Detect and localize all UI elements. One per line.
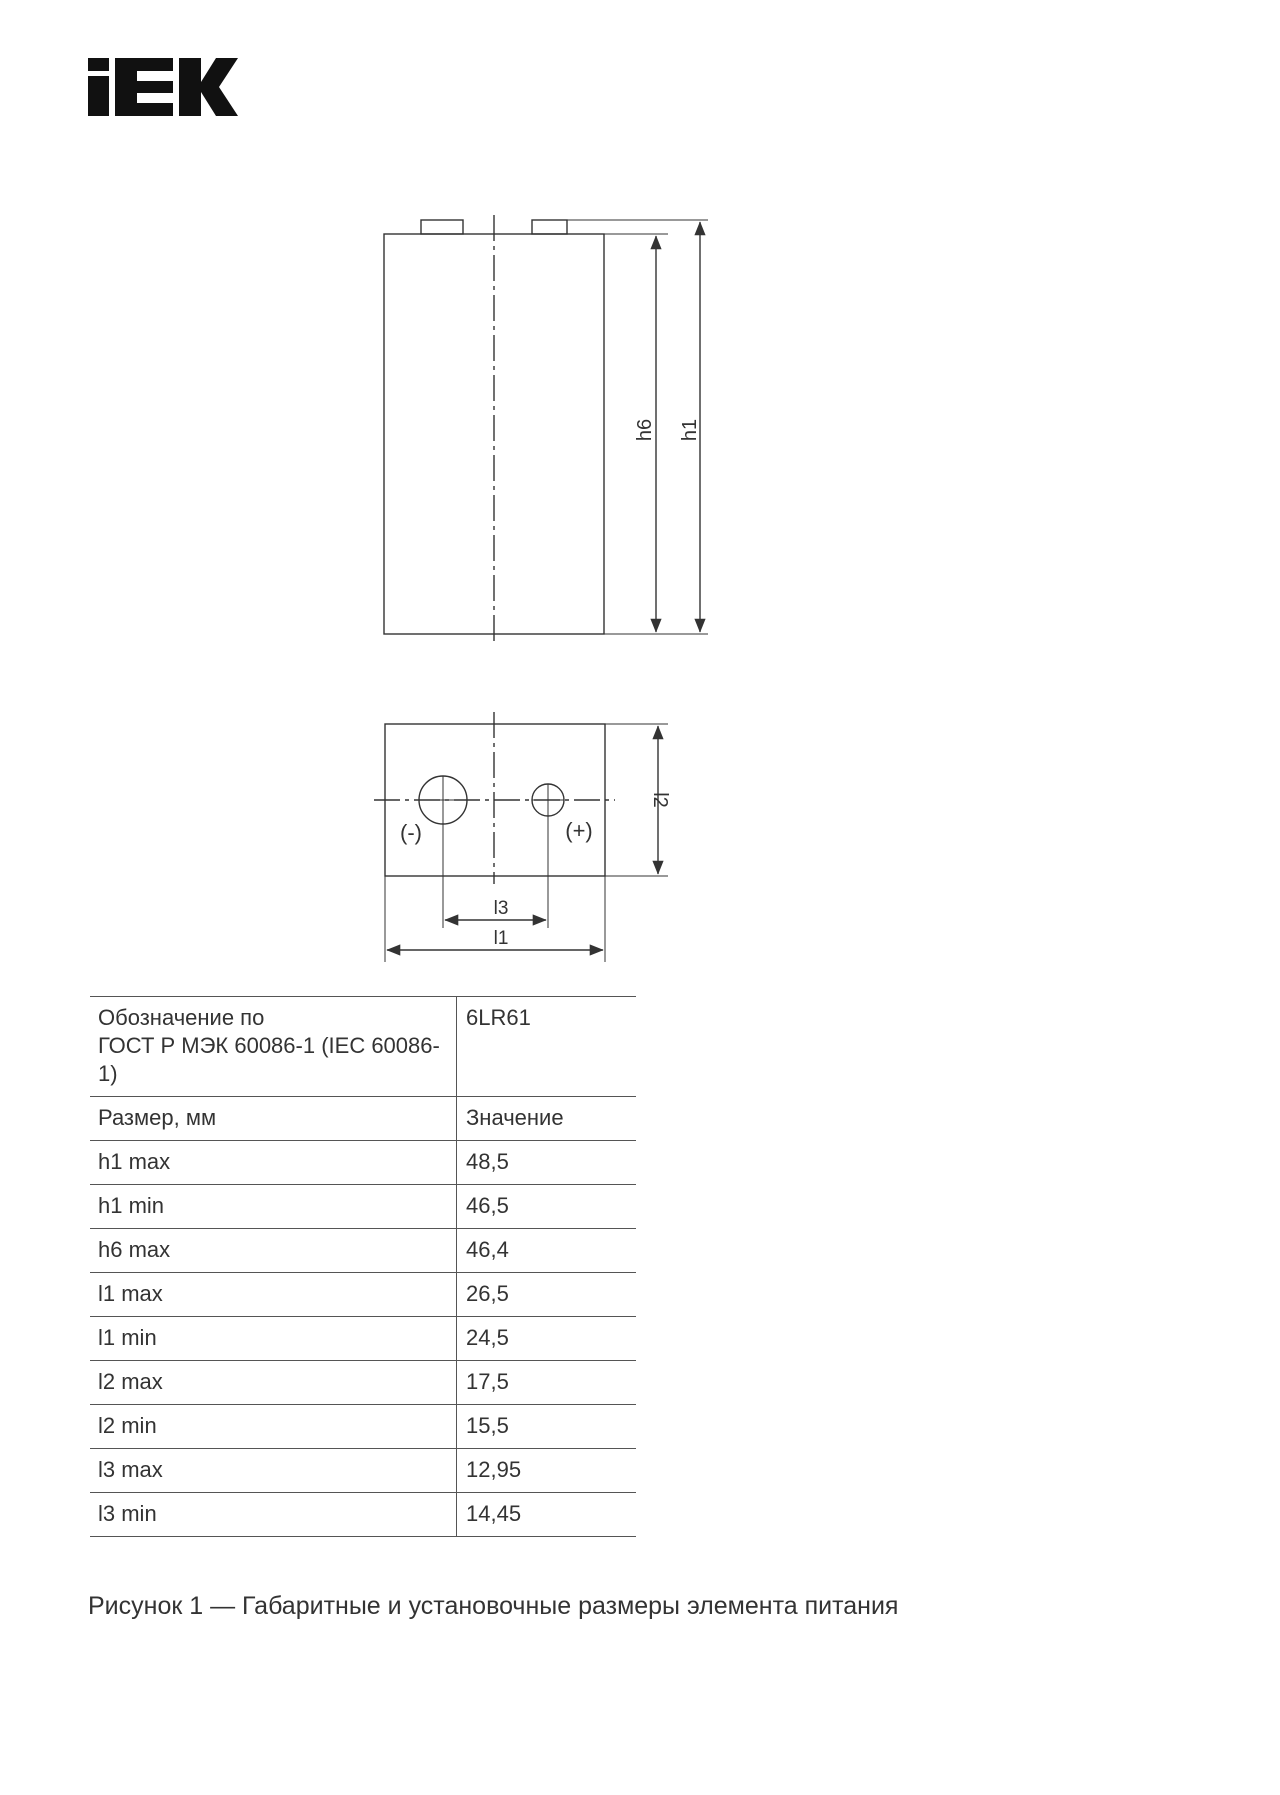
- value-cell: 14,45: [457, 1493, 637, 1537]
- value-cell: 15,5: [457, 1405, 637, 1449]
- dimensions-table: [90, 996, 636, 1537]
- designation-value: 6LR61: [457, 997, 637, 1097]
- param-cell: h1 max: [90, 1141, 457, 1185]
- table-row: [90, 1493, 636, 1537]
- value-cell: 46,4: [457, 1229, 637, 1273]
- terminal-left-side: [421, 220, 463, 234]
- param-cell: h1 min: [90, 1185, 457, 1229]
- param-cell: h6 max: [90, 1229, 457, 1273]
- side-view: [384, 215, 708, 644]
- column-header-row: [90, 1097, 636, 1141]
- table-row: [90, 1141, 636, 1185]
- terminal-right-side: [532, 220, 567, 234]
- label-l1: l1: [493, 928, 509, 949]
- value-cell: 26,5: [457, 1273, 637, 1317]
- column-header-value: Значение: [457, 1097, 637, 1141]
- table-row: [90, 1317, 636, 1361]
- param-cell: l2 max: [90, 1361, 457, 1405]
- param-cell: l1 min: [90, 1317, 457, 1361]
- table-row: [90, 1361, 636, 1405]
- table-row: [90, 1405, 636, 1449]
- label-h6: h6: [634, 418, 656, 442]
- value-cell: 48,5: [457, 1141, 637, 1185]
- label-plus: (+): [565, 818, 593, 843]
- param-cell: l3 max: [90, 1449, 457, 1493]
- param-cell: l3 min: [90, 1493, 457, 1537]
- label-h1: h1: [679, 418, 701, 442]
- param-cell: l1 max: [90, 1273, 457, 1317]
- designation-label-line1: Обозначение по: [98, 1005, 265, 1030]
- value-cell: 24,5: [457, 1317, 637, 1361]
- designation-row: [90, 997, 636, 1097]
- table-row: [90, 1273, 636, 1317]
- value-cell: 17,5: [457, 1361, 637, 1405]
- designation-label-line2: ГОСТ Р МЭК 60086-1 (IEC 60086-1): [98, 1033, 440, 1086]
- value-cell: 46,5: [457, 1185, 637, 1229]
- figure-caption: Рисунок 1 — Габаритные и установочные размеры элемента питания: [88, 1592, 899, 1620]
- column-header-size: Размер, мм: [90, 1097, 457, 1141]
- label-l3: l3: [493, 898, 509, 919]
- value-cell: 12,95: [457, 1449, 637, 1493]
- label-l2: l2: [649, 792, 671, 808]
- param-cell: l2 min: [90, 1405, 457, 1449]
- table-row: [90, 1185, 636, 1229]
- table-row: [90, 1229, 636, 1273]
- label-minus: (-): [400, 820, 422, 845]
- table-row: [90, 1449, 636, 1493]
